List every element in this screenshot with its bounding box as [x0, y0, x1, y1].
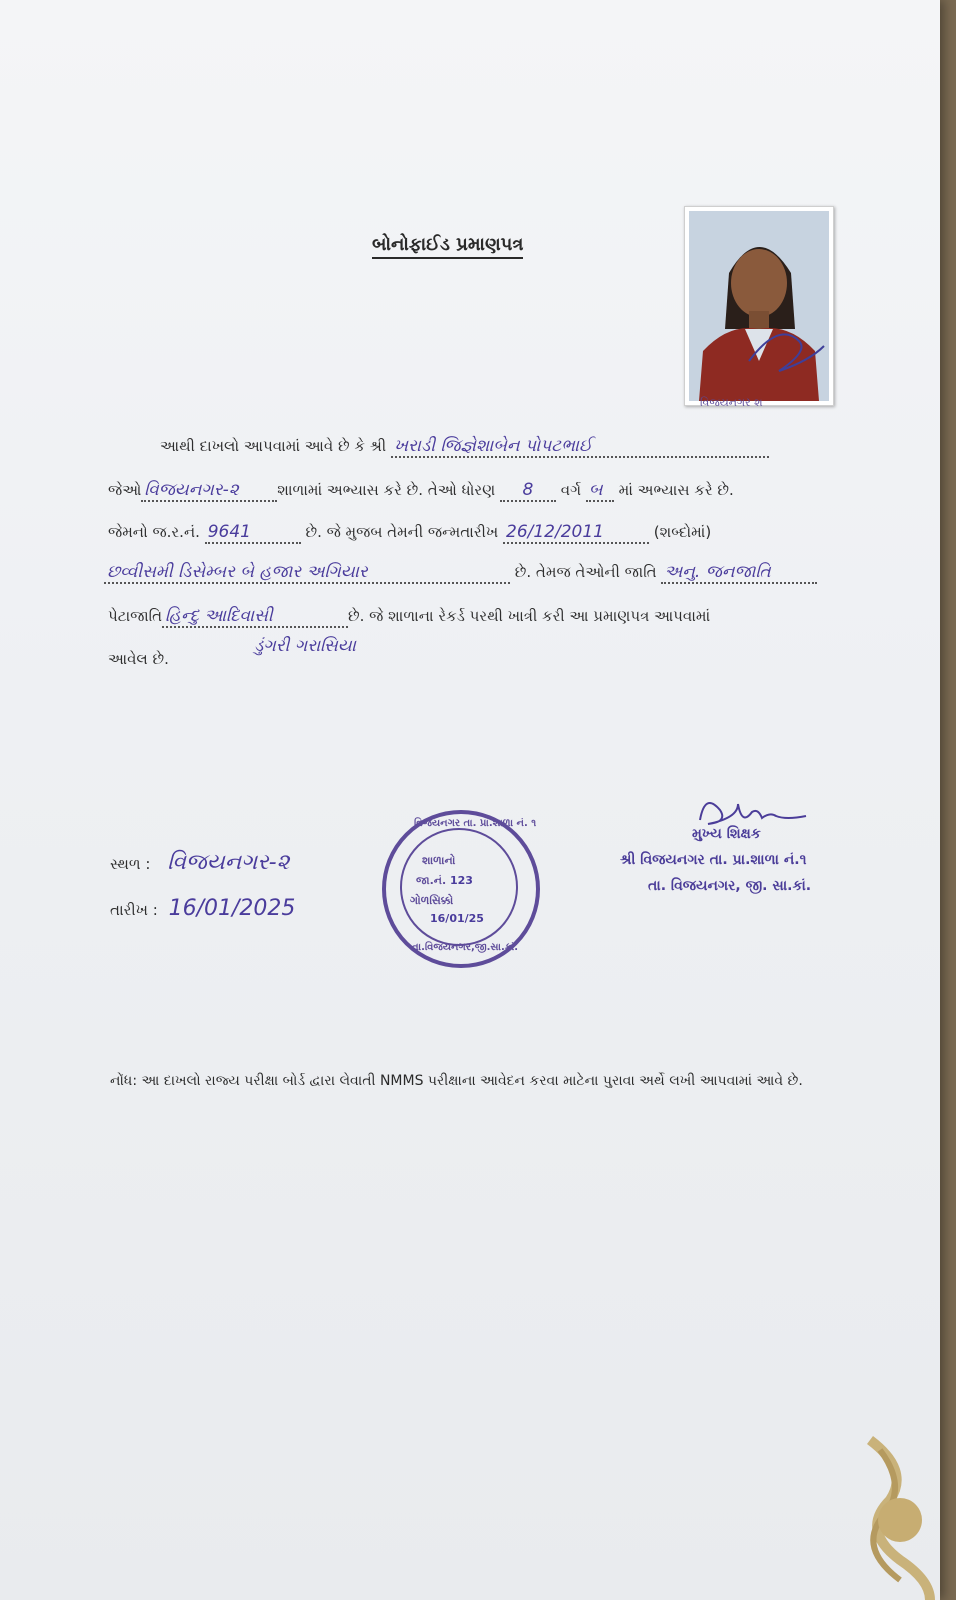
seal-date: 16/01/25	[430, 912, 484, 925]
signature-line-2: તા. વિજયનગર, જી. સા.કાં.	[648, 878, 812, 894]
seal-ring-bottom: તા.વિજયનગર,જી.સા.કાં.	[412, 942, 519, 953]
seal-line-1: શાળાનો	[422, 854, 456, 867]
line6-prefix: આવેલ છે.	[108, 650, 169, 668]
signature-line-1: શ્રી વિજયનગર તા. પ્રા.શાળા નં.૧	[620, 852, 807, 868]
subcaste-extra: ડુંગરી ગરાસિયા	[254, 636, 356, 656]
line5-suffix: છે. જે શાળાના રેકર્ડ પરથી ખાત્રી કરી આ પ્રમાણપત્ર આપવામાં	[348, 607, 711, 625]
standard-field: 8	[500, 480, 556, 502]
tag-thread	[830, 1430, 940, 1600]
footnote: નોંધ: આ દાખલો રાજ્ય પરીક્ષા બોર્ડ દ્વારા લેવાતી NMMS પરીક્ષાના આવેદન કરવા માટેના પુરાવા અર્થે લખી આપવામાં આવે છે.	[110, 1073, 803, 1089]
body-line-1	[160, 436, 769, 458]
birth-date-field: 26/12/2011	[503, 522, 649, 544]
body-line-2	[108, 480, 734, 502]
subcaste-field: હિન્દુ આદિવાસી	[162, 606, 348, 628]
birth-date-words-field: છવ્વીસમી ડિસેમ્બર બે હજાર અગિયાર	[104, 562, 510, 584]
line2-suffix: માં અભ્યાસ કરે છે.	[618, 481, 734, 499]
place-row	[110, 850, 289, 875]
line1-prefix: આથી દાખલો આપવામાં આવે છે કે શ્રી	[160, 437, 387, 455]
student-photo	[684, 206, 834, 406]
signature-title: મુખ્ય શિક્ષક	[692, 826, 761, 842]
certificate-title: બોનોફાઈડ પ્રમાણપત્ર	[372, 234, 523, 259]
date-label: તારીખ :	[110, 901, 158, 919]
line3-prefix: જેમનો જ.ર.નં.	[108, 523, 200, 541]
register-number-field: 9641	[205, 522, 301, 544]
school-seal	[382, 810, 540, 968]
seal-ring-top: વિજયનગર તા. પ્રા.શાળા નં. ૧	[414, 818, 537, 829]
seal-line-2: જા.નં. 123	[416, 874, 473, 887]
varg-label: વર્ગ	[560, 481, 582, 499]
body-line-4	[104, 562, 817, 584]
principal-signature-block	[620, 790, 860, 910]
date-row	[110, 896, 295, 921]
division-field: બ	[586, 480, 614, 502]
line3-suffix: (શબ્દોમાં)	[653, 523, 712, 541]
line3-mid: છે. જે મુજબ તેમની જન્મતારીખ	[305, 523, 499, 541]
school-name-field: વિજયનગર-૨	[141, 480, 277, 502]
line2-mid: શાળામાં અભ્યાસ કરે છે. તેઓ ધોરણ	[277, 481, 496, 499]
photo-caption: વિજયનગર શ	[700, 396, 763, 409]
caste-field: અનુ. જનજાતિ	[661, 562, 817, 584]
line2-prefix: જેઓ	[108, 481, 142, 499]
line5-prefix: પેટાજાતિ	[108, 607, 163, 625]
place-value: વિજયનગર-૨	[167, 850, 290, 875]
date-value: 16/01/2025	[168, 896, 296, 921]
seal-line-3: ગોળસિક્કો	[410, 894, 454, 907]
line4-mid: છે. તેમજ તેઓની જાતિ	[514, 563, 657, 581]
student-photo-image	[689, 211, 829, 401]
student-name-field: ખરાડી જિજ્ઞેશાબેન પોપટભાઈ	[391, 436, 769, 458]
body-line-3	[108, 522, 711, 544]
place-label: સ્થળ :	[110, 855, 151, 873]
body-line-5	[108, 606, 710, 628]
body-line-6	[108, 650, 169, 668]
